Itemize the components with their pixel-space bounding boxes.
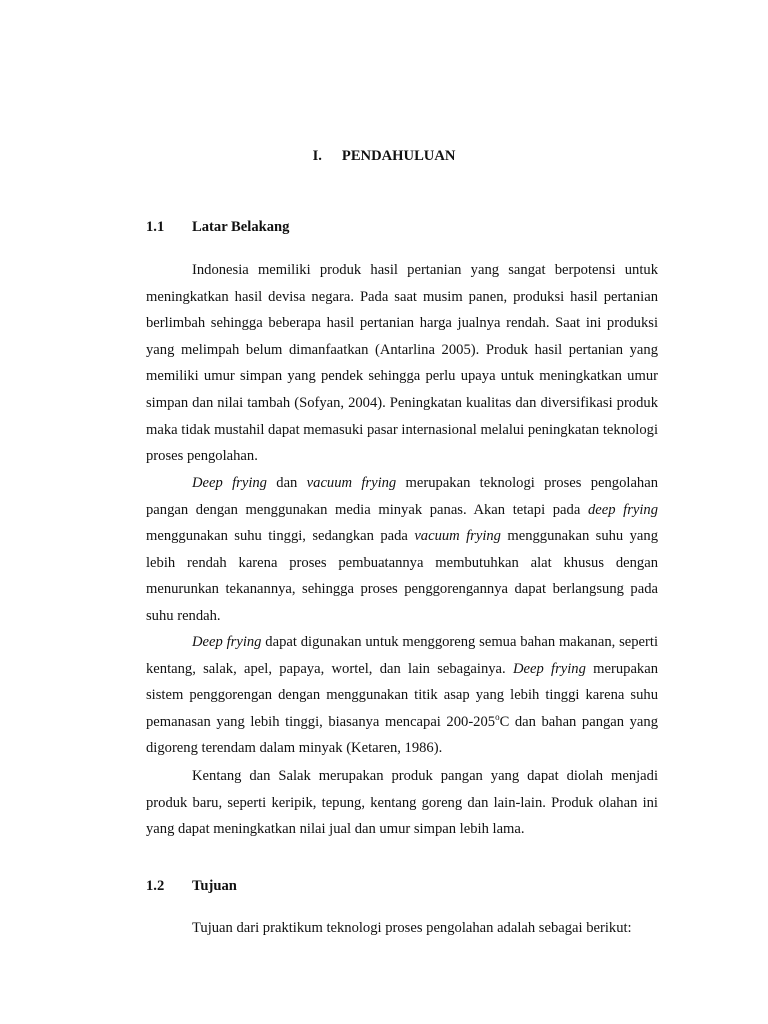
italic-term: Deep frying [192,475,267,491]
section-heading-tujuan [146,876,237,896]
italic-term: deep frying [587,501,658,518]
italic-term: vacuum frying [306,475,397,491]
degree-superscript: o [495,711,500,722]
paragraph-3: Deep frying dapat digunakan untuk menggoreng semua bahan makanan, seperti kentang, salak, apel, papaya, wortel, dan lain sebagainya. Deep frying merupakan sistem penggorengan dengan menggunakan titik asap yang lebih tinggi karena suhu pemanasan yang lebih tinggi, biasanya mencapai 200-205$^o$C dan bahan pangan yang digoreng terendam dalam minyak (Ketaren, 1986). [146,634,658,757]
paragraph-4: Kentang dan Salak merupakan produk pangan yang dapat diolah menjadi produk baru, seperti keripik, tepung, kentang goreng dan lain-lain. Produk olahan ini yang dapat meningkatkan nilai jual dan umur simpan lebih lama. [146,768,658,838]
chapter-number: I. [312,148,322,164]
paragraph-2: Deep frying dan vacuum frying merupakan teknologi proses pengolahan pangan dengan menggunakan media minyak panas. Akan tetapi pada deep frying menggunakan suhu tinggi, sedangkan pada vacuum frying menggunakan suhu yang lebih rendah karena proses pembuatannya membutuhkan alat khusus dengan menurunkan tekanannya, sehingga proses penggorengannya dapat berlangsung pada suhu rendah. [146,475,658,624]
section-number: 1.1 [146,219,165,235]
italic-term: Deep frying [512,660,586,677]
chapter-title-text: PENDAHULUAN [341,148,456,164]
paragraph-5: Tujuan dari praktikum teknologi proses pengolahan adalah sebagai berikut: [192,920,632,936]
chapter-title [0,146,768,166]
section-number: 1.2 [146,878,165,894]
paragraph-1: Indonesia memiliki produk hasil pertanian yang sangat berpotensi untuk meningkatkan hasil devisa negara. Pada saat musim panen, produksi hasil pertanian berlimbah sehingga beberapa hasil pertanian harga jualnya rendah. Saat ini produksi yang melimpah belum dimanfaatkan (Antarlina 2005). Produk hasil pertanian yang memiliki umur simpan yang pendek sehingga perlu upaya untuk meningkatkan umur simpan dan nilai tambah (Sofyan, 2004). Peningkatan kualitas dan diversifikasi produk maka tidak mustahil dapat memasuki pasar internasional melalui peningkatan teknologi proses pengolahan. [146,262,658,465]
italic-term: vacuum frying [414,528,501,545]
section-heading-latar-belakang [146,217,289,237]
section-title: Tujuan [192,878,237,894]
section-title: Latar Belakang [192,219,290,235]
italic-term: Deep frying [192,634,262,650]
